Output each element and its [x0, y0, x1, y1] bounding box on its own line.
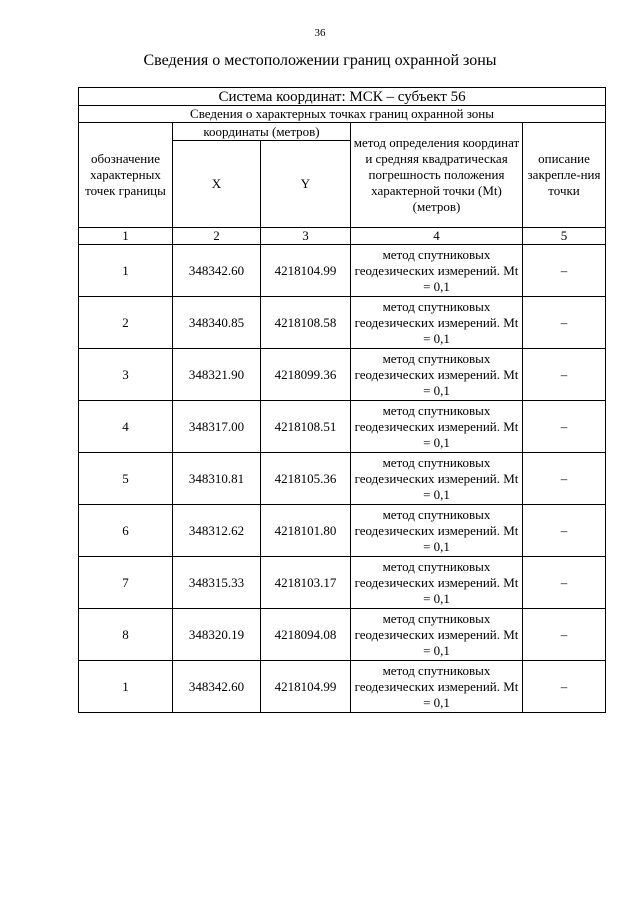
point-cell: 8	[79, 609, 173, 661]
x-coordinate-cell: 348317.00	[173, 401, 261, 453]
description-cell: –	[523, 557, 606, 609]
y-coordinate-cell: 4218099.36	[261, 349, 351, 401]
document-title: Сведения о местоположении границ охранной зоны	[143, 52, 497, 69]
boundary-points-table	[78, 87, 606, 713]
points-info-row	[79, 106, 606, 123]
header-designation: обозначение характерных точек границы	[79, 123, 173, 228]
point-cell: 1	[79, 245, 173, 297]
table-row	[79, 245, 606, 297]
x-coordinate-cell: 348310.81	[173, 453, 261, 505]
table-row	[79, 349, 606, 401]
method-cell: метод спутниковых геодезических измерений. Mt = 0,1	[351, 453, 523, 505]
x-coordinate-cell: 348342.60	[173, 245, 261, 297]
y-coordinate-cell: 4218105.36	[261, 453, 351, 505]
table-row	[79, 661, 606, 713]
method-cell: метод спутниковых геодезических измерений. Mt = 0,1	[351, 245, 523, 297]
table-row	[79, 609, 606, 661]
y-coordinate-cell: 4218104.99	[261, 661, 351, 713]
column-number: 4	[351, 228, 523, 245]
coordinate-system-row	[79, 88, 606, 106]
header-description: описание закрепле-ния точки	[523, 123, 606, 228]
point-cell: 5	[79, 453, 173, 505]
column-number: 5	[523, 228, 606, 245]
method-cell: метод спутниковых геодезических измерений. Mt = 0,1	[351, 505, 523, 557]
point-cell: 1	[79, 661, 173, 713]
table-row	[79, 505, 606, 557]
header-row	[79, 123, 606, 141]
y-coordinate-cell: 4218094.08	[261, 609, 351, 661]
x-coordinate-cell: 348320.19	[173, 609, 261, 661]
description-cell: –	[523, 505, 606, 557]
header-y: Y	[261, 141, 351, 228]
description-cell: –	[523, 297, 606, 349]
column-number: 3	[261, 228, 351, 245]
x-coordinate-cell: 348321.90	[173, 349, 261, 401]
table-row	[79, 401, 606, 453]
y-coordinate-cell: 4218104.99	[261, 245, 351, 297]
column-number: 1	[79, 228, 173, 245]
method-cell: метод спутниковых геодезических измерений. Mt = 0,1	[351, 401, 523, 453]
point-cell: 7	[79, 557, 173, 609]
y-coordinate-cell: 4218108.51	[261, 401, 351, 453]
points-info-cell: Сведения о характерных точках границ охранной зоны	[79, 106, 606, 123]
table-row	[79, 453, 606, 505]
y-coordinate-cell: 4218101.80	[261, 505, 351, 557]
x-coordinate-cell: 348312.62	[173, 505, 261, 557]
y-coordinate-cell: 4218103.17	[261, 557, 351, 609]
x-coordinate-cell: 348340.85	[173, 297, 261, 349]
y-coordinate-cell: 4218108.58	[261, 297, 351, 349]
page-number: 36	[314, 27, 326, 39]
table-row	[79, 557, 606, 609]
x-coordinate-cell: 348342.60	[173, 661, 261, 713]
method-cell: метод спутниковых геодезических измерений. Mt = 0,1	[351, 609, 523, 661]
description-cell: –	[523, 401, 606, 453]
description-cell: –	[523, 609, 606, 661]
point-cell: 2	[79, 297, 173, 349]
point-cell: 6	[79, 505, 173, 557]
table-row	[79, 297, 606, 349]
description-cell: –	[523, 245, 606, 297]
description-cell: –	[523, 349, 606, 401]
method-cell: метод спутниковых геодезических измерений. Mt = 0,1	[351, 557, 523, 609]
method-cell: метод спутниковых геодезических измерений. Mt = 0,1	[351, 661, 523, 713]
point-cell: 4	[79, 401, 173, 453]
description-cell: –	[523, 661, 606, 713]
column-number: 2	[173, 228, 261, 245]
x-coordinate-cell: 348315.33	[173, 557, 261, 609]
header-method: метод определения координат и средняя квадратическая погрешность положения характерной точки (Mt) (метров)	[351, 123, 523, 228]
column-numbers-row	[79, 228, 606, 245]
header-coordinates: координаты (метров)	[173, 123, 351, 141]
description-cell: –	[523, 453, 606, 505]
method-cell: метод спутниковых геодезических измерений. Mt = 0,1	[351, 349, 523, 401]
point-cell: 3	[79, 349, 173, 401]
coordinate-system-cell: Система координат: МСК – субъект 56	[79, 88, 606, 106]
header-x: X	[173, 141, 261, 228]
method-cell: метод спутниковых геодезических измерений. Mt = 0,1	[351, 297, 523, 349]
